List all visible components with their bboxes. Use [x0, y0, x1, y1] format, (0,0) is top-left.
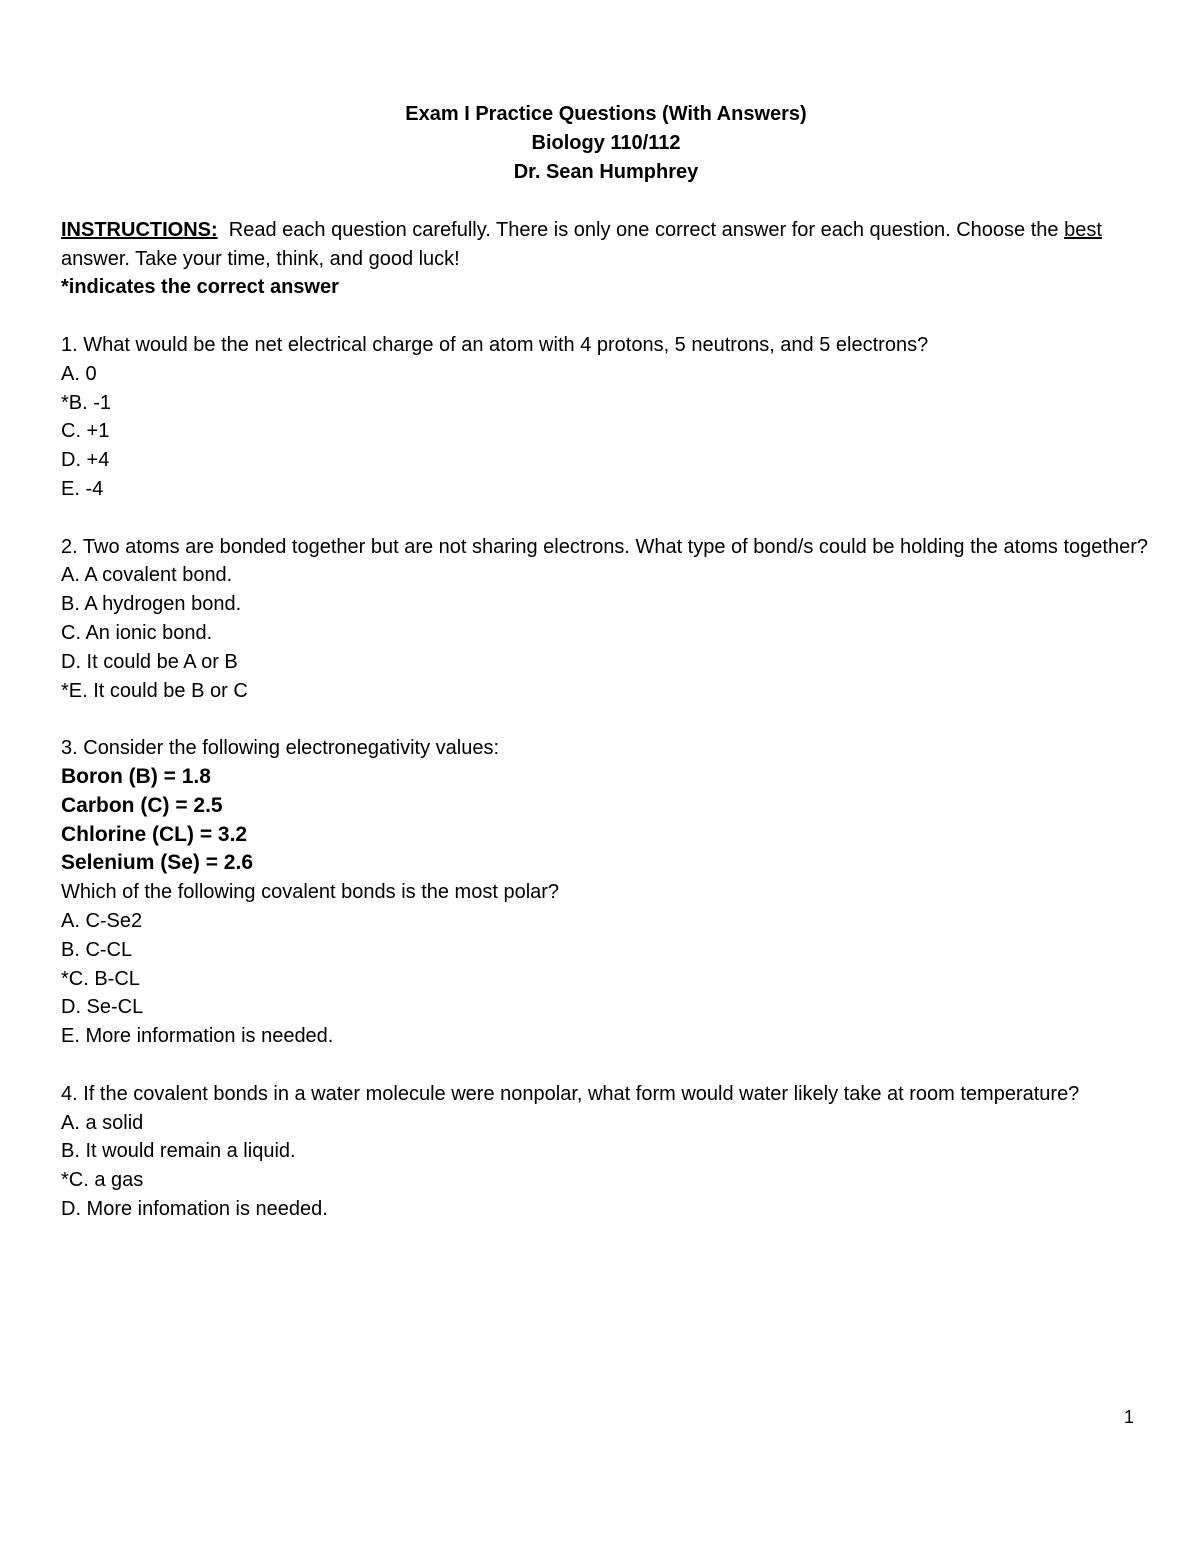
instructions-block — [61, 216, 1151, 302]
question-3-stem: 3. Consider the following electronegativity values: — [61, 737, 500, 760]
question-2 — [61, 533, 1151, 706]
instructor-name: Dr. Sean Humphrey — [513, 161, 699, 183]
question-3-option-b: B. C-CL — [61, 938, 133, 961]
question-3-option-a: A. C-Se2 — [61, 909, 143, 932]
question-2-option-c: C. An ionic bond. — [61, 621, 213, 644]
question-3-option-e: E. More information is needed. — [61, 1025, 334, 1048]
question-4-option-d: D. More infomation is needed. — [61, 1197, 328, 1220]
question-3-option-c: *C. B-CL — [61, 967, 140, 990]
electronegativity-carbon: Carbon (C) = 2.5 — [61, 793, 223, 817]
question-4-option-a: A. a solid — [61, 1111, 144, 1134]
question-2-option-a: A. A covalent bond. — [61, 564, 233, 587]
electronegativity-chlorine: Chlorine (CL) = 3.2 — [61, 822, 248, 846]
question-4-option-b: B. It would remain a liquid. — [61, 1140, 296, 1163]
question-1-option-d: D. +4 — [61, 449, 110, 472]
instructions-text: INSTRUCTIONS: Read each question carefully. There is only one correct answer for each question. Choose the best answer. Take your time, think, and good luck! — [61, 218, 1102, 270]
document-title: Exam I Practice Questions (With Answers) — [405, 103, 807, 125]
question-1-option-a: A. 0 — [61, 362, 97, 385]
question-1-option-c: C. +1 — [61, 420, 110, 443]
question-2-stem: 2. Two atoms are bonded together but are not sharing electrons. What type of bond/s could be holding the atoms together? — [61, 535, 1148, 558]
question-4-stem: 4. If the covalent bonds in a water molecule were nonpolar, what form would water likely take at room temperature? — [61, 1082, 1080, 1105]
question-1-stem: 1. What would be the net electrical charge of an atom with 4 protons, 5 neutrons, and 5 electrons? — [61, 333, 929, 356]
document-header — [61, 100, 1151, 187]
question-3 — [61, 734, 1151, 1051]
question-1-option-b: *B. -1 — [61, 391, 112, 414]
instructions-label: INSTRUCTIONS: — [61, 218, 218, 241]
answer-key-note: *indicates the correct answer — [61, 276, 339, 299]
electronegativity-selenium: Selenium (Se) = 2.6 — [61, 851, 253, 875]
question-3-followup: Which of the following covalent bonds is the most polar? — [61, 881, 560, 904]
question-2-option-d: D. It could be A or B — [61, 650, 238, 673]
question-3-option-d: D. Se-CL — [61, 996, 144, 1019]
question-1-option-e: E. -4 — [61, 477, 104, 500]
question-4 — [61, 1080, 1151, 1224]
best-emphasis: best — [1064, 218, 1102, 241]
question-1 — [61, 331, 1151, 504]
electronegativity-boron: Boron (B) = 1.8 — [61, 764, 211, 788]
page-number: 1 — [1124, 1407, 1135, 1427]
question-2-option-e: *E. It could be B or C — [61, 679, 248, 702]
question-2-option-b: B. A hydrogen bond. — [61, 593, 242, 616]
course-name: Biology 110/112 — [531, 132, 681, 154]
question-4-option-c: *C. a gas — [61, 1169, 144, 1192]
document-page — [61, 100, 1151, 1224]
